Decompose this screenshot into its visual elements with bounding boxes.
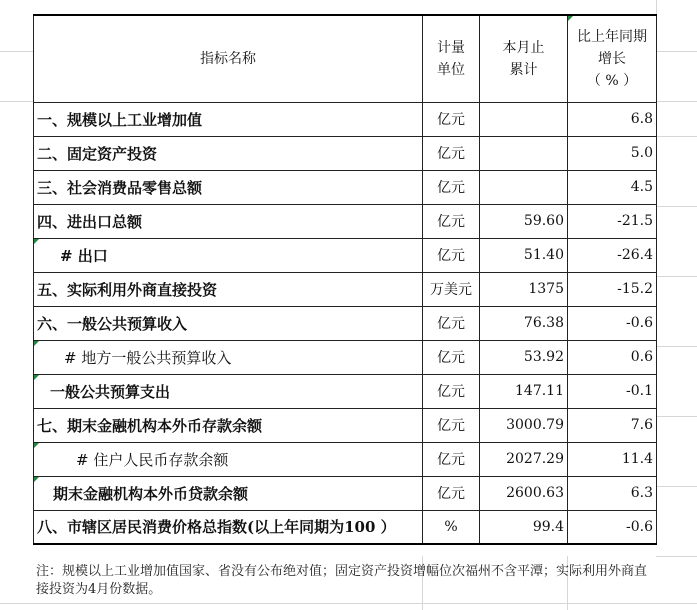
unit-cell[interactable]: 亿元 <box>423 204 480 238</box>
value-cell[interactable]: 2600.63 <box>480 476 568 510</box>
table-row <box>34 340 657 374</box>
indicator-name-text: 期末金融机构本外币贷款余额 <box>53 484 249 503</box>
header-growth[interactable] <box>568 15 657 102</box>
indicator-name-cell[interactable]: 二、固定资产投资 <box>34 136 423 170</box>
gridline <box>656 276 697 277</box>
growth-cell[interactable]: 4.5 <box>568 170 657 204</box>
growth-cell[interactable]: -0.6 <box>568 510 657 544</box>
table-row <box>34 442 657 476</box>
cell-marker-icon <box>34 341 39 346</box>
unit-cell[interactable]: 亿元 <box>423 170 480 204</box>
value-cell[interactable] <box>480 136 568 170</box>
unit-cell[interactable]: 亿元 <box>423 238 480 272</box>
indicator-name-cell[interactable] <box>34 340 423 374</box>
table-row <box>34 204 657 238</box>
table-header-row <box>34 15 657 102</box>
value-cell[interactable]: 59.60 <box>480 204 568 238</box>
table-row <box>34 476 657 510</box>
indicator-name-cell[interactable] <box>34 476 423 510</box>
table-row <box>34 102 657 136</box>
gridline <box>0 603 697 604</box>
unit-cell[interactable]: 亿元 <box>423 408 480 442</box>
indicator-name-cell[interactable]: 五、实际利用外商直接投资 <box>34 272 423 306</box>
growth-cell[interactable]: 7.6 <box>568 408 657 442</box>
header-unit[interactable] <box>423 15 480 102</box>
indicator-name-cell[interactable] <box>34 238 423 272</box>
indicator-name-cell[interactable] <box>34 374 423 408</box>
value-cell[interactable]: 1375 <box>480 272 568 306</box>
table-row <box>34 374 657 408</box>
gridline <box>656 346 697 347</box>
gridline <box>656 51 697 52</box>
footnote: 注：规模以上工业增加值国家、省没有公布绝对值；固定资产投资增幅位次福州不含平潭；实际利用外商直接投资为4月份数据。 <box>36 564 648 597</box>
unit-cell[interactable]: 亿元 <box>423 442 480 476</box>
header-growth-line1: 比上年同期 <box>577 28 647 45</box>
value-cell[interactable]: 51.40 <box>480 238 568 272</box>
unit-cell[interactable]: 亿元 <box>423 136 480 170</box>
gridline <box>656 101 697 102</box>
cell-marker-icon <box>34 477 39 482</box>
table-row <box>34 510 657 544</box>
cell-marker-icon <box>568 16 573 21</box>
value-cell[interactable]: 2027.29 <box>480 442 568 476</box>
indicator-name-text: 一般公共预算支出 <box>50 382 171 401</box>
header-cumulative[interactable] <box>480 15 568 102</box>
header-indicator-name[interactable] <box>34 15 423 102</box>
gridline <box>656 416 697 417</box>
unit-cell[interactable]: 亿元 <box>423 476 480 510</box>
gridline <box>656 136 697 137</box>
indicator-name-cell[interactable] <box>34 442 423 476</box>
value-cell[interactable]: 147.11 <box>480 374 568 408</box>
header-unit-line1: 计量 <box>437 39 465 56</box>
header-cum-line2: 累计 <box>509 61 538 78</box>
indicator-name-text: # 地方一般公共预算收入 <box>64 348 232 367</box>
unit-cell[interactable]: 亿元 <box>423 102 480 136</box>
growth-cell[interactable]: -0.1 <box>568 374 657 408</box>
growth-cell[interactable]: 5.0 <box>568 136 657 170</box>
statistics-sheet <box>33 14 656 545</box>
unit-cell[interactable]: % <box>423 510 480 544</box>
indicator-name-text: # 住户人民币存款余额 <box>76 450 229 469</box>
unit-cell[interactable]: 亿元 <box>423 340 480 374</box>
growth-cell[interactable]: -21.5 <box>568 204 657 238</box>
value-cell[interactable] <box>480 102 568 136</box>
indicator-name-cell[interactable]: 一、规模以上工业增加值 <box>34 102 423 136</box>
header-unit-line2: 单位 <box>437 61 465 78</box>
table-row <box>34 408 657 442</box>
gridline <box>0 51 33 52</box>
statistics-table <box>33 14 657 545</box>
table-row <box>34 170 657 204</box>
unit-cell[interactable]: 亿元 <box>423 306 480 340</box>
table-row <box>34 136 657 170</box>
growth-cell[interactable]: 6.3 <box>568 476 657 510</box>
gridline <box>656 556 697 557</box>
table-row <box>34 306 657 340</box>
growth-cell[interactable]: 0.6 <box>568 340 657 374</box>
header-cum-line1: 本月止 <box>502 39 545 56</box>
header-growth-line2: 增长 <box>598 50 626 67</box>
indicator-name-cell[interactable]: 六、一般公共预算收入 <box>34 306 423 340</box>
gridline <box>656 0 657 14</box>
value-cell[interactable]: 53.92 <box>480 340 568 374</box>
value-cell[interactable]: 76.38 <box>480 306 568 340</box>
table-row <box>34 238 657 272</box>
table-row <box>34 272 657 306</box>
indicator-name-cell[interactable]: 四、进出口总额 <box>34 204 423 238</box>
indicator-name-cell[interactable]: 三、社会消费品零售总额 <box>34 170 423 204</box>
header-growth-line3: （ % ） <box>586 72 638 89</box>
value-cell[interactable]: 3000.79 <box>480 408 568 442</box>
growth-cell[interactable]: -15.2 <box>568 272 657 306</box>
growth-cell[interactable]: 6.8 <box>568 102 657 136</box>
cell-marker-icon <box>34 443 39 448</box>
growth-cell[interactable]: -0.6 <box>568 306 657 340</box>
unit-cell[interactable]: 亿元 <box>423 374 480 408</box>
cell-marker-icon <box>34 239 39 244</box>
gridline <box>0 101 33 102</box>
cell-marker-icon <box>34 375 39 380</box>
indicator-name-text: # 出口 <box>60 246 108 265</box>
growth-cell[interactable]: 11.4 <box>568 442 657 476</box>
gridline <box>656 206 697 207</box>
value-cell[interactable] <box>480 170 568 204</box>
growth-cell[interactable]: -26.4 <box>568 238 657 272</box>
indicator-name-cell[interactable]: 七、期末金融机构本外币存款余额 <box>34 408 423 442</box>
header-name-text: 指标名称 <box>200 50 256 67</box>
value-cell[interactable]: 99.4 <box>480 510 568 544</box>
gridline <box>656 486 697 487</box>
unit-cell[interactable]: 万美元 <box>423 272 480 306</box>
indicator-name-cell[interactable]: 八、市辖区居民消费价格总指数(以上年同期为100 ） <box>34 510 423 544</box>
